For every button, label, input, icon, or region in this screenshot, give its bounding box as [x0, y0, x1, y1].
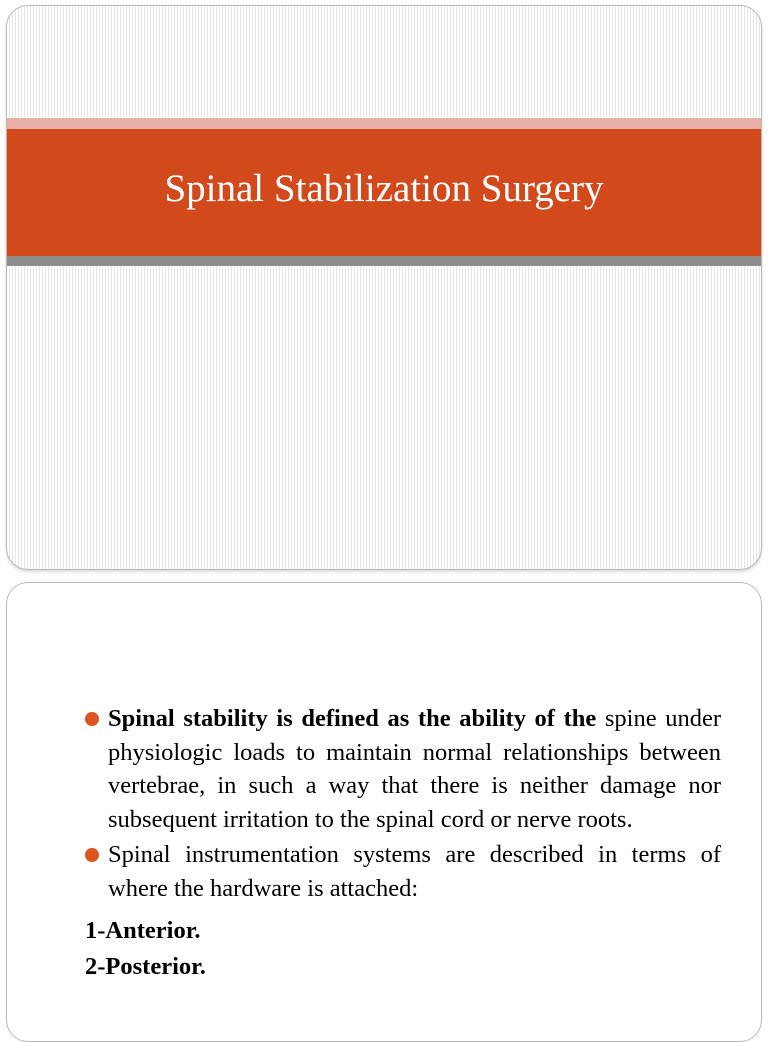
bullet-text: spine under physiologic loads to maintain normal relationships between vertebrae, in such a way that there is neither damage nor subsequent irritation to the spinal cord or nerve roots.	[108, 705, 721, 833]
title-band	[7, 129, 761, 256]
list-item-anterior: 1-Anterior.	[85, 917, 201, 944]
content-slide	[6, 582, 762, 1042]
bullet-dot-icon	[85, 848, 99, 862]
title-band-top-stripe	[7, 118, 761, 129]
bullet-dot-icon	[85, 712, 99, 726]
title-slide	[6, 5, 762, 570]
slide-content	[85, 702, 721, 983]
title-band-bottom-stripe	[7, 256, 761, 266]
bullet-bold-text: Spinal stability is defined as the ability of the	[108, 705, 597, 732]
list-item-posterior: 2-Posterior.	[85, 953, 206, 980]
bullet-text: Spinal instrumentation systems are described in terms of where the hardware is attached:	[108, 841, 721, 902]
bullet-item	[85, 838, 721, 905]
bullet-item	[85, 702, 721, 836]
slide-title: Spinal Stabilization Surgery	[164, 167, 604, 210]
